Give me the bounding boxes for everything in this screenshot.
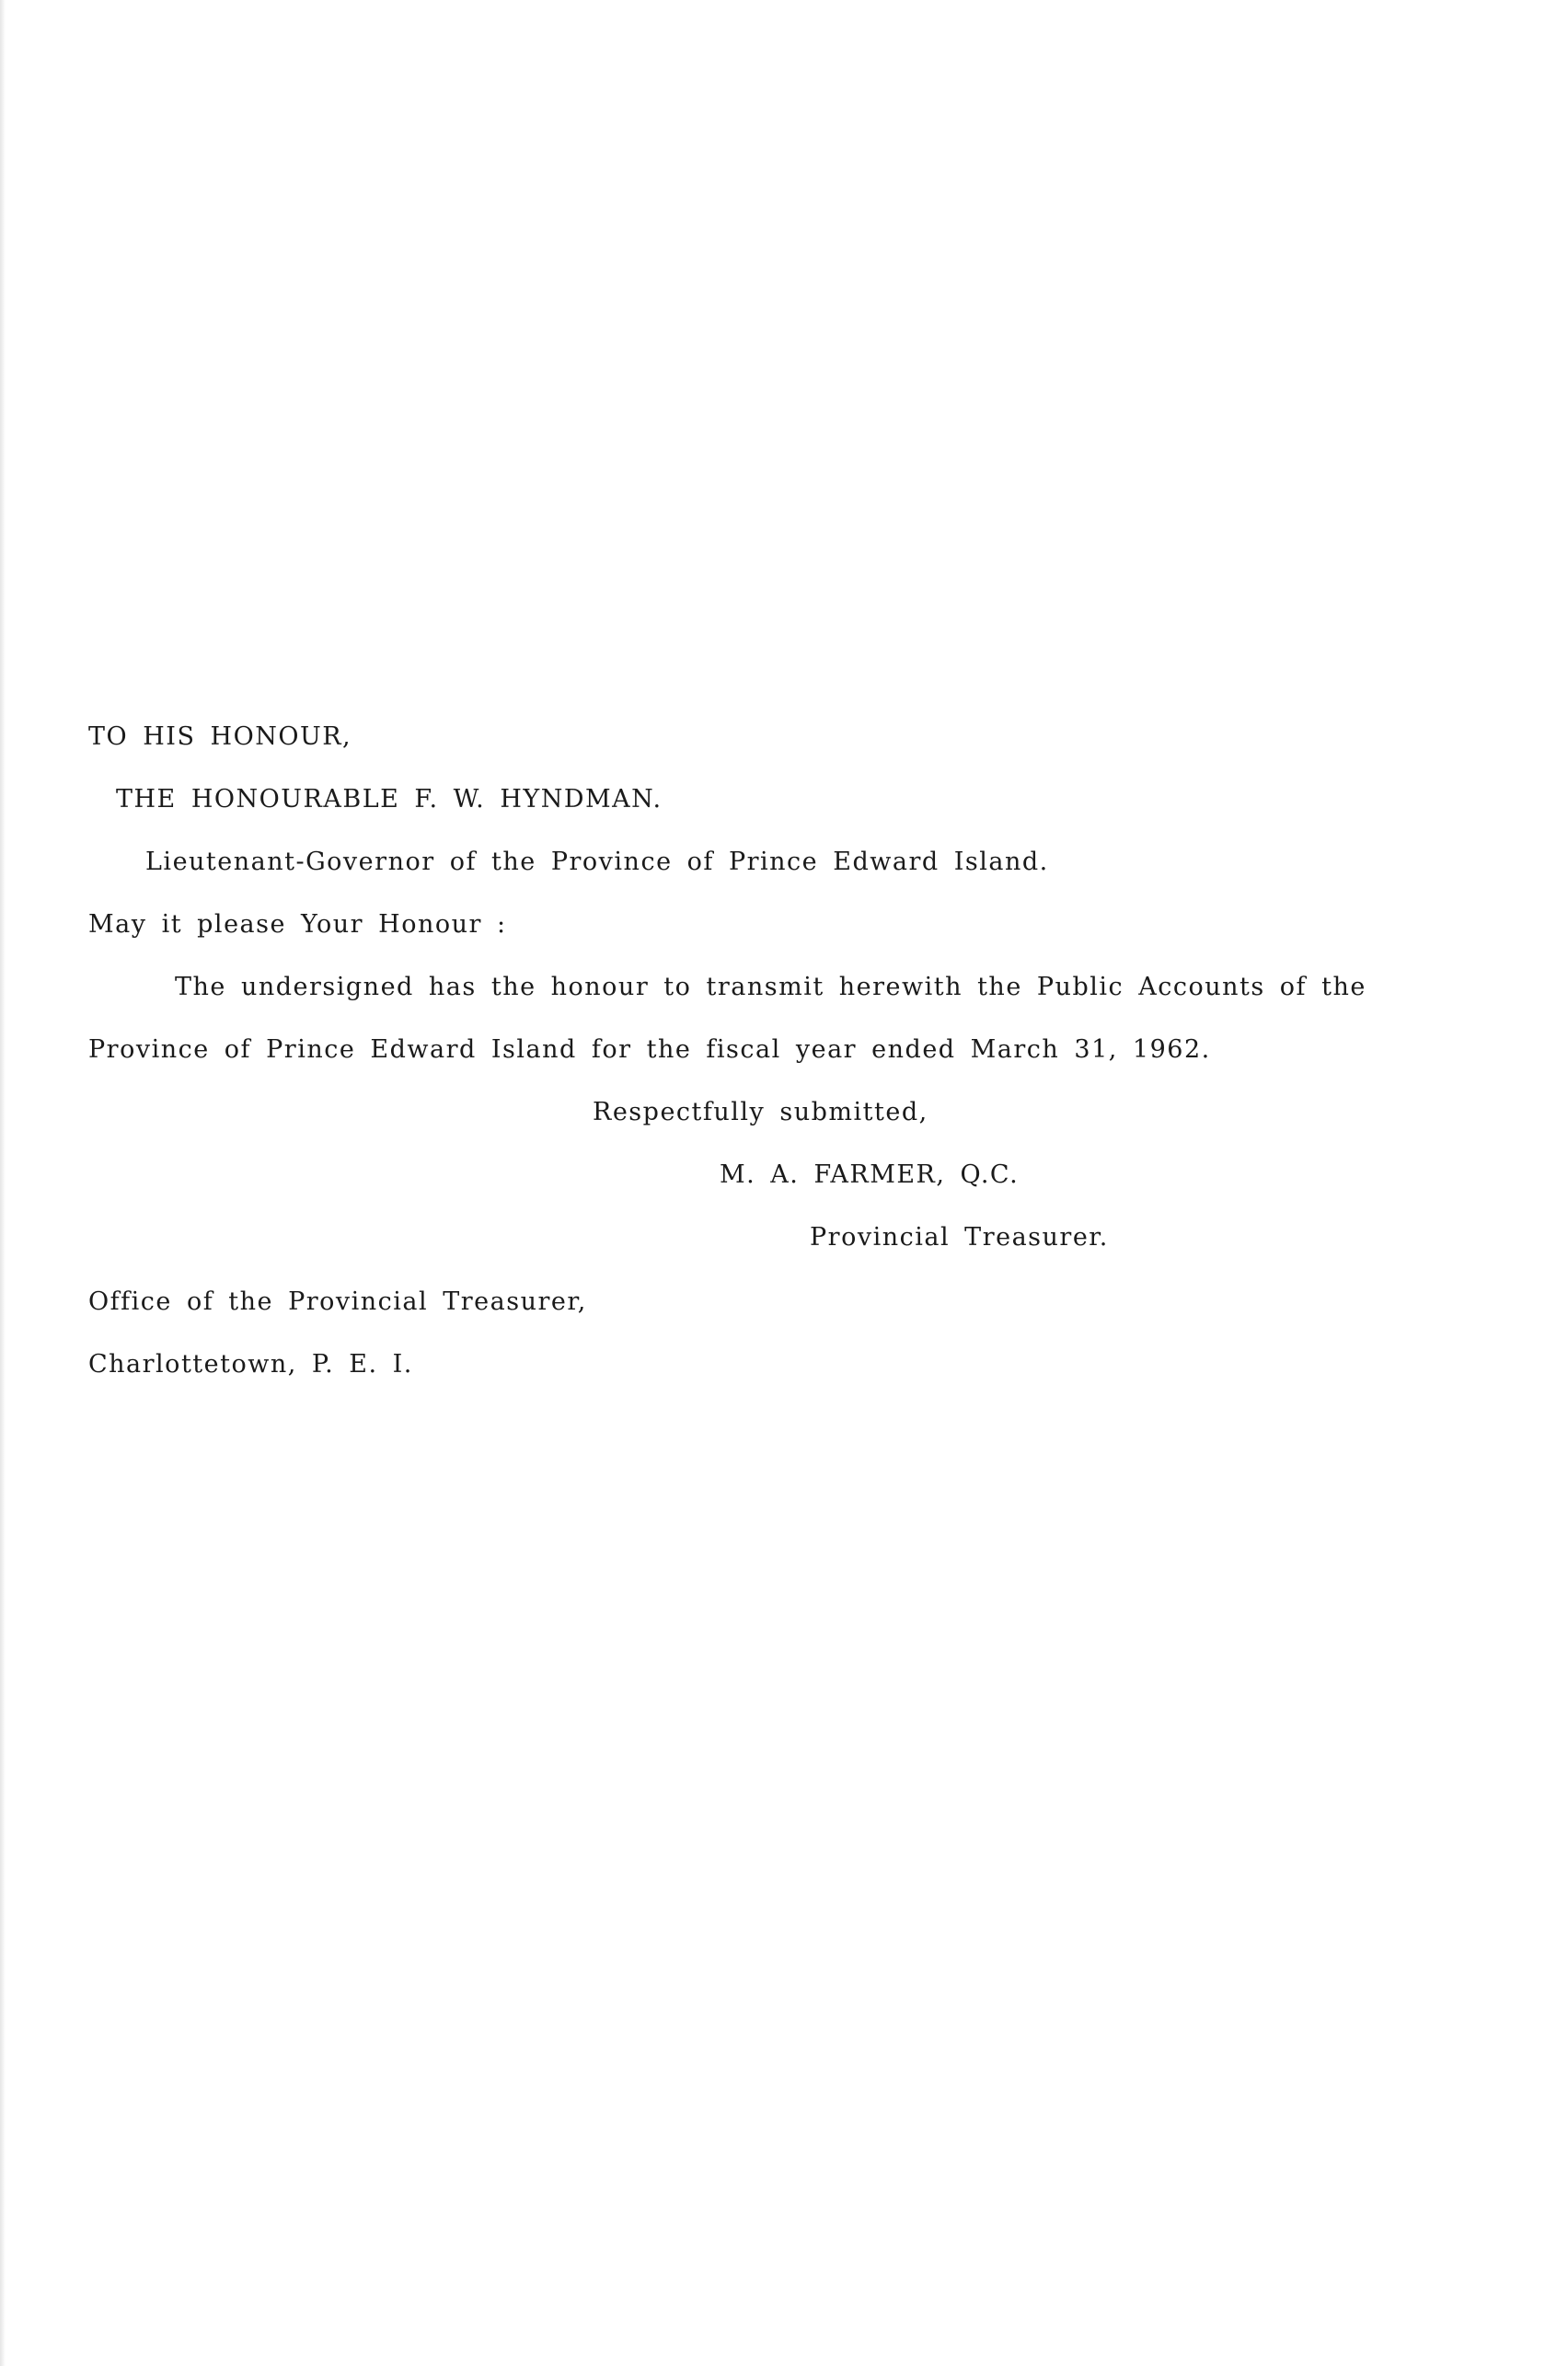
addressee-line: TO HIS HONOUR,: [88, 722, 352, 751]
letter-opening: May it please Your Honour :: [88, 910, 507, 939]
signer-name: M. A. FARMER, Q.C.: [720, 1160, 1020, 1189]
office-address-line-2: Charlottetown, P. E. I.: [88, 1350, 413, 1379]
office-address-line-1: Office of the Provincial Treasurer,: [88, 1287, 587, 1316]
addressee-title: Lieutenant-Governor of the Province of Prince Edward Island.: [145, 848, 1049, 876]
letter-body-line-1: The undersigned has the honour to transmit herewith the Public Accounts of the: [175, 973, 1366, 1001]
signer-title: Provincial Treasurer.: [810, 1223, 1109, 1252]
scan-edge-shadow: [0, 0, 6, 2366]
letter-body-line-2: Province of Prince Edward Island for the fiscal year ended March 31, 1962.: [88, 1035, 1211, 1064]
letter-closing: Respectfully submitted,: [593, 1098, 928, 1126]
addressee-name: THE HONOURABLE F. W. HYNDMAN.: [116, 785, 663, 814]
